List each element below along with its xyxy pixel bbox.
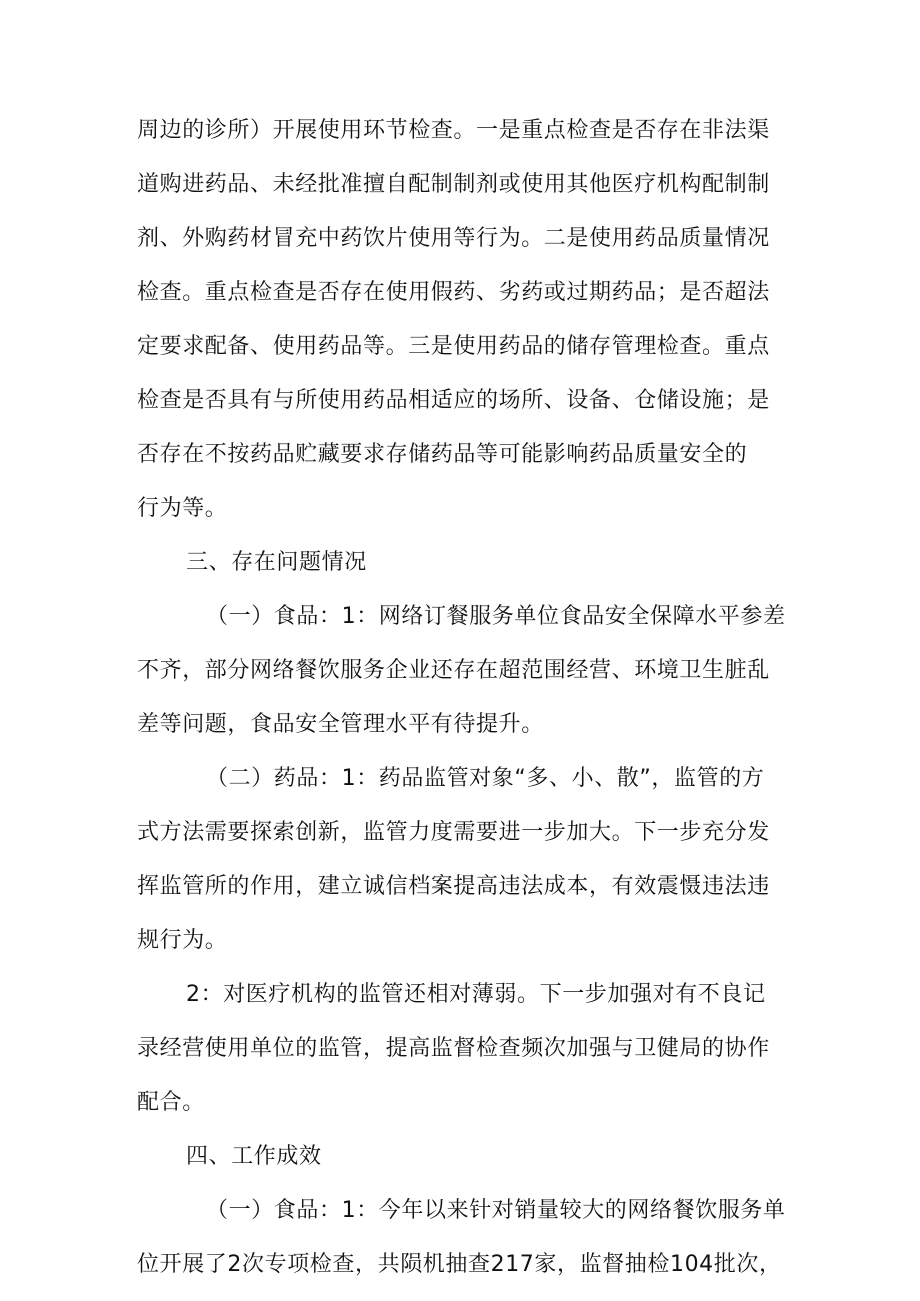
section-heading: 三、存在问题情况 xyxy=(186,550,367,575)
text-line: （一）食品：1：网络订餐服务单位食品安全保障水平参差 xyxy=(206,604,786,629)
text-line: 否存在不按药品贮藏要求存储药品等可能影响药品质量安全的 xyxy=(137,442,748,467)
text-line: 规行为。 xyxy=(137,928,228,953)
text-line: 道购进药品、未经批准擅自配制制剂或使用其他医疗机构配制制 xyxy=(137,172,770,197)
text-line: 检查。重点检查是否存在使用假药、劣药或过期药品；是否超法 xyxy=(137,280,770,305)
text-line: 周边的诊所）开展使用环节检查。一是重点检查是否存在非法渠 xyxy=(137,118,770,143)
text-line: 挥监管所的作用，建立诚信档案提高违法成本，有效震慑违法违 xyxy=(137,874,770,899)
text-line: （二）药品：1：药品监管对象“多、小、散”，监管的方 xyxy=(206,766,765,791)
text-line: 检查是否具有与所使用药品相适应的场所、设备、仓储设施；是 xyxy=(137,388,770,413)
text-line: 不齐，部分网络餐饮服务企业还存在超范围经营、环境卫生脏乱 xyxy=(137,658,770,683)
text-line: 2：对医疗机构的监管还相对薄弱。下一步加强对有不良记 xyxy=(186,982,766,1007)
text-line: 定要求配备、使用药品等。三是使用药品的储存管理检查。重点 xyxy=(137,334,770,359)
text-line: 行为等。 xyxy=(137,496,228,521)
text-line: 式方法需要探索创新，监管力度需要进一步加大。下一步充分发 xyxy=(137,820,770,845)
text-line: 配合。 xyxy=(137,1090,205,1115)
text-line: 剂、外购药材冒充中药饮片使用等行为。二是使用药品质量情况 xyxy=(137,226,770,251)
text-line: 差等问题，食品安全管理水平有待提升。 xyxy=(137,712,544,737)
text-line: （一）食品：1：今年以来针对销量较大的网络餐饮服务单 xyxy=(206,1198,786,1223)
text-line: 位开展了2次专项检查，共陨机抽查217家，监督抽检104批次， xyxy=(137,1252,782,1277)
section-heading: 四、工作成效 xyxy=(186,1144,322,1169)
text-line: 录经营使用单位的监管，提高监督检查频次加强与卫健局的协作 xyxy=(137,1036,770,1061)
